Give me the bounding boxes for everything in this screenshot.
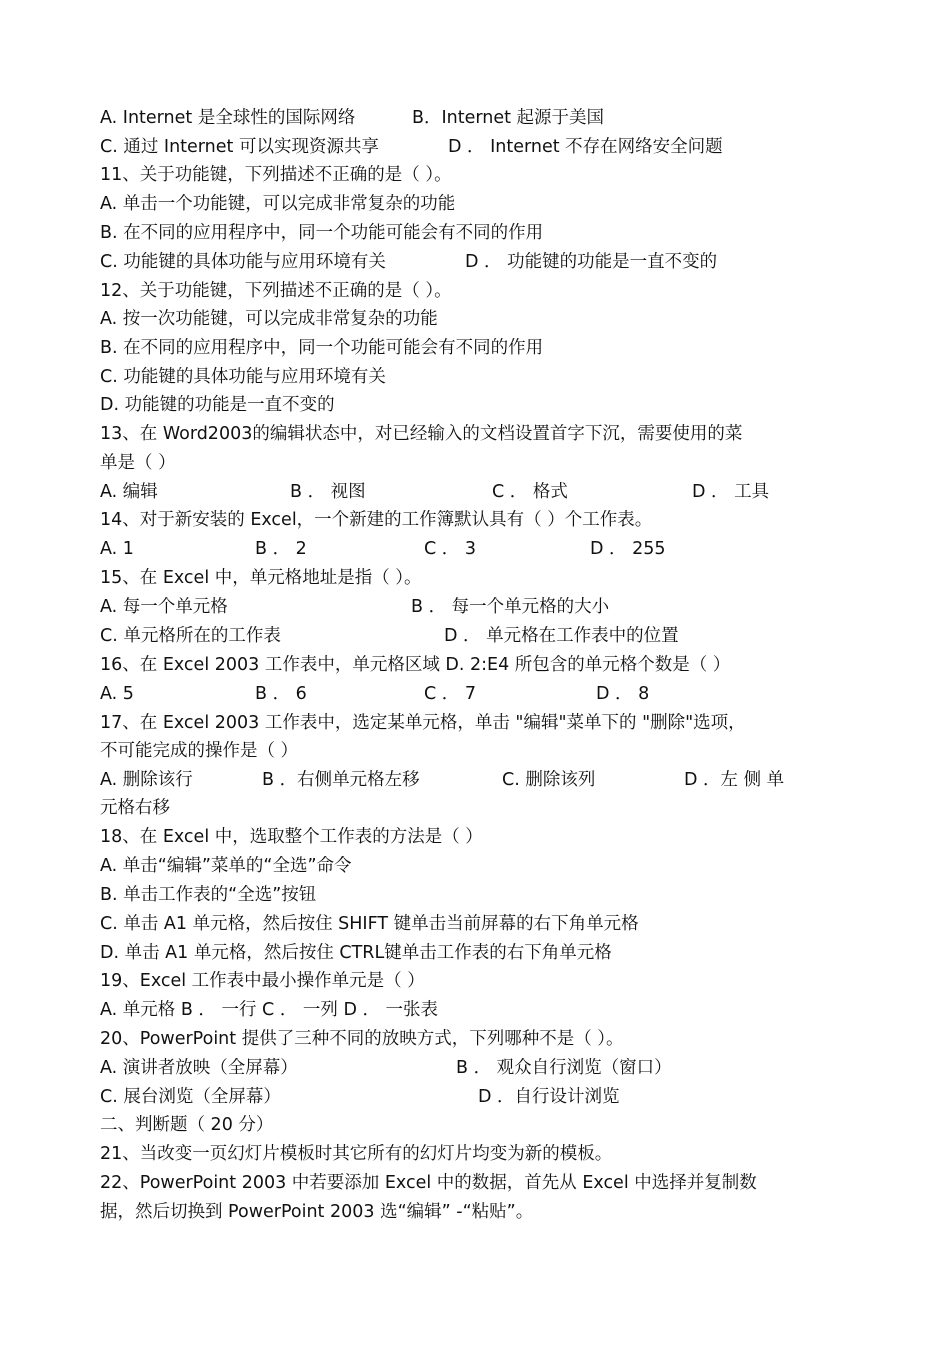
line-text: 20、PowerPoint 提供了三种不同的放映方式，下列哪种不是（ ）。 — [100, 1029, 624, 1049]
option-text: C ． 格式 — [492, 482, 568, 502]
option-text: D ． 255 — [590, 539, 666, 559]
option-text: C. 删除该列 — [502, 770, 596, 790]
line-text: 单是（ ） — [100, 453, 176, 473]
line-text: 11、关于功能键，下列描述不正确的是（ ）。 — [100, 165, 452, 185]
option-text: D ． 工具 — [692, 482, 770, 502]
line-text: D. 功能键的功能是一直不变的 — [100, 395, 335, 415]
line-text: B. 在不同的应用程序中，同一个功能可能会有不同的作用 — [100, 338, 544, 358]
option-text: D ． 功能键的功能是一直不变的 — [465, 252, 718, 272]
line-text: 12、关于功能键，下列描述不正确的是（ ）。 — [100, 281, 452, 301]
line-text: A. 单击一个功能键，可以完成非常复杂的功能 — [100, 194, 456, 214]
option-text: D ．左 侧 单 — [684, 770, 785, 790]
option-text: B ． 6 — [255, 684, 307, 704]
line-text: 据，然后切换到 PowerPoint 2003 选“编辑” -“粘贴”。 — [100, 1202, 534, 1222]
line-text: A. 单元格 B ． 一行 C ． 一列 D ． 一张表 — [100, 1000, 439, 1020]
line-text: C. 功能键的具体功能与应用环境有关 — [100, 252, 386, 272]
line-text: 二、判断题（ 20 分） — [100, 1115, 274, 1135]
line-text: 19、Excel 工作表中最小操作单元是（ ） — [100, 971, 425, 991]
line-text: A. 5 — [100, 684, 134, 704]
line-text: A. Internet 是全球性的国际网络 — [100, 108, 356, 128]
line-text: B. 单击工作表的“全选”按钮 — [100, 885, 317, 905]
line-text: 16、在 Excel 2003 工作表中，单元格区域 D. 2:E4 所包含的单元格个数是（ ） — [100, 655, 731, 675]
option-text: B．Internet 起源于美国 — [412, 108, 605, 128]
line-text: B. 在不同的应用程序中，同一个功能可能会有不同的作用 — [100, 223, 544, 243]
option-text: B ． 观众自行浏览（窗口） — [456, 1058, 672, 1078]
line-text: 14、对于新安装的 Excel，一个新建的工作簿默认具有（ ）个工作表。 — [100, 510, 653, 530]
line-text: A. 编辑 — [100, 482, 158, 502]
option-text: D ． Internet 不存在网络安全问题 — [448, 137, 723, 157]
option-text: B ． 视图 — [290, 482, 366, 502]
line-text: A. 1 — [100, 539, 134, 559]
option-text: D ． 单元格在工作表中的位置 — [444, 626, 679, 646]
option-text: D ．自行设计浏览 — [478, 1087, 620, 1107]
line-text: 元格右移 — [100, 798, 170, 818]
line-text: 17、在 Excel 2003 工作表中，选定某单元格，单击 "编辑"菜单下的 "删除"选项， — [100, 713, 746, 733]
line-text: C. 展台浏览（全屏幕） — [100, 1087, 281, 1107]
option-text: B ．右侧单元格左移 — [262, 770, 420, 790]
line-text: A. 删除该行 — [100, 770, 193, 790]
line-text: A. 按一次功能键，可以完成非常复杂的功能 — [100, 309, 438, 329]
line-text: C. 功能键的具体功能与应用环境有关 — [100, 367, 386, 387]
line-text: A. 单击“编辑”菜单的“全选”命令 — [100, 856, 352, 876]
option-text: B ． 每一个单元格的大小 — [411, 597, 610, 617]
line-text: A. 每一个单元格 — [100, 597, 228, 617]
line-text: 15、在 Excel 中，单元格地址是指（ ）。 — [100, 568, 422, 588]
option-text: C ． 7 — [424, 684, 476, 704]
line-text: 不可能完成的操作是（ ） — [100, 741, 299, 761]
option-text: D ． 8 — [596, 684, 650, 704]
option-text: B ． 2 — [255, 539, 307, 559]
line-text: 18、在 Excel 中，选取整个工作表的方法是（ ） — [100, 827, 483, 847]
line-text: C. 单击 A1 单元格，然后按住 SHIFT 键单击当前屏幕的右下角单元格 — [100, 914, 639, 934]
option-text: C ． 3 — [424, 539, 476, 559]
line-text: C. 通过 Internet 可以实现资源共享 — [100, 137, 379, 157]
line-text: A. 演讲者放映（全屏幕） — [100, 1058, 298, 1078]
line-text: 21、当改变一页幻灯片模板时其它所有的幻灯片均变为新的模板。 — [100, 1144, 613, 1164]
line-text: D. 单击 A1 单元格，然后按住 CTRL键单击工作表的右下角单元格 — [100, 943, 612, 963]
line-text: C. 单元格所在的工作表 — [100, 626, 281, 646]
line-text: 13、在 Word2003的编辑状态中，对已经输入的文档设置首字下沉，需要使用的菜 — [100, 424, 743, 444]
line-text: 22、PowerPoint 2003 中若要添加 Excel 中的数据，首先从 Excel 中选择并复制数 — [100, 1173, 757, 1193]
